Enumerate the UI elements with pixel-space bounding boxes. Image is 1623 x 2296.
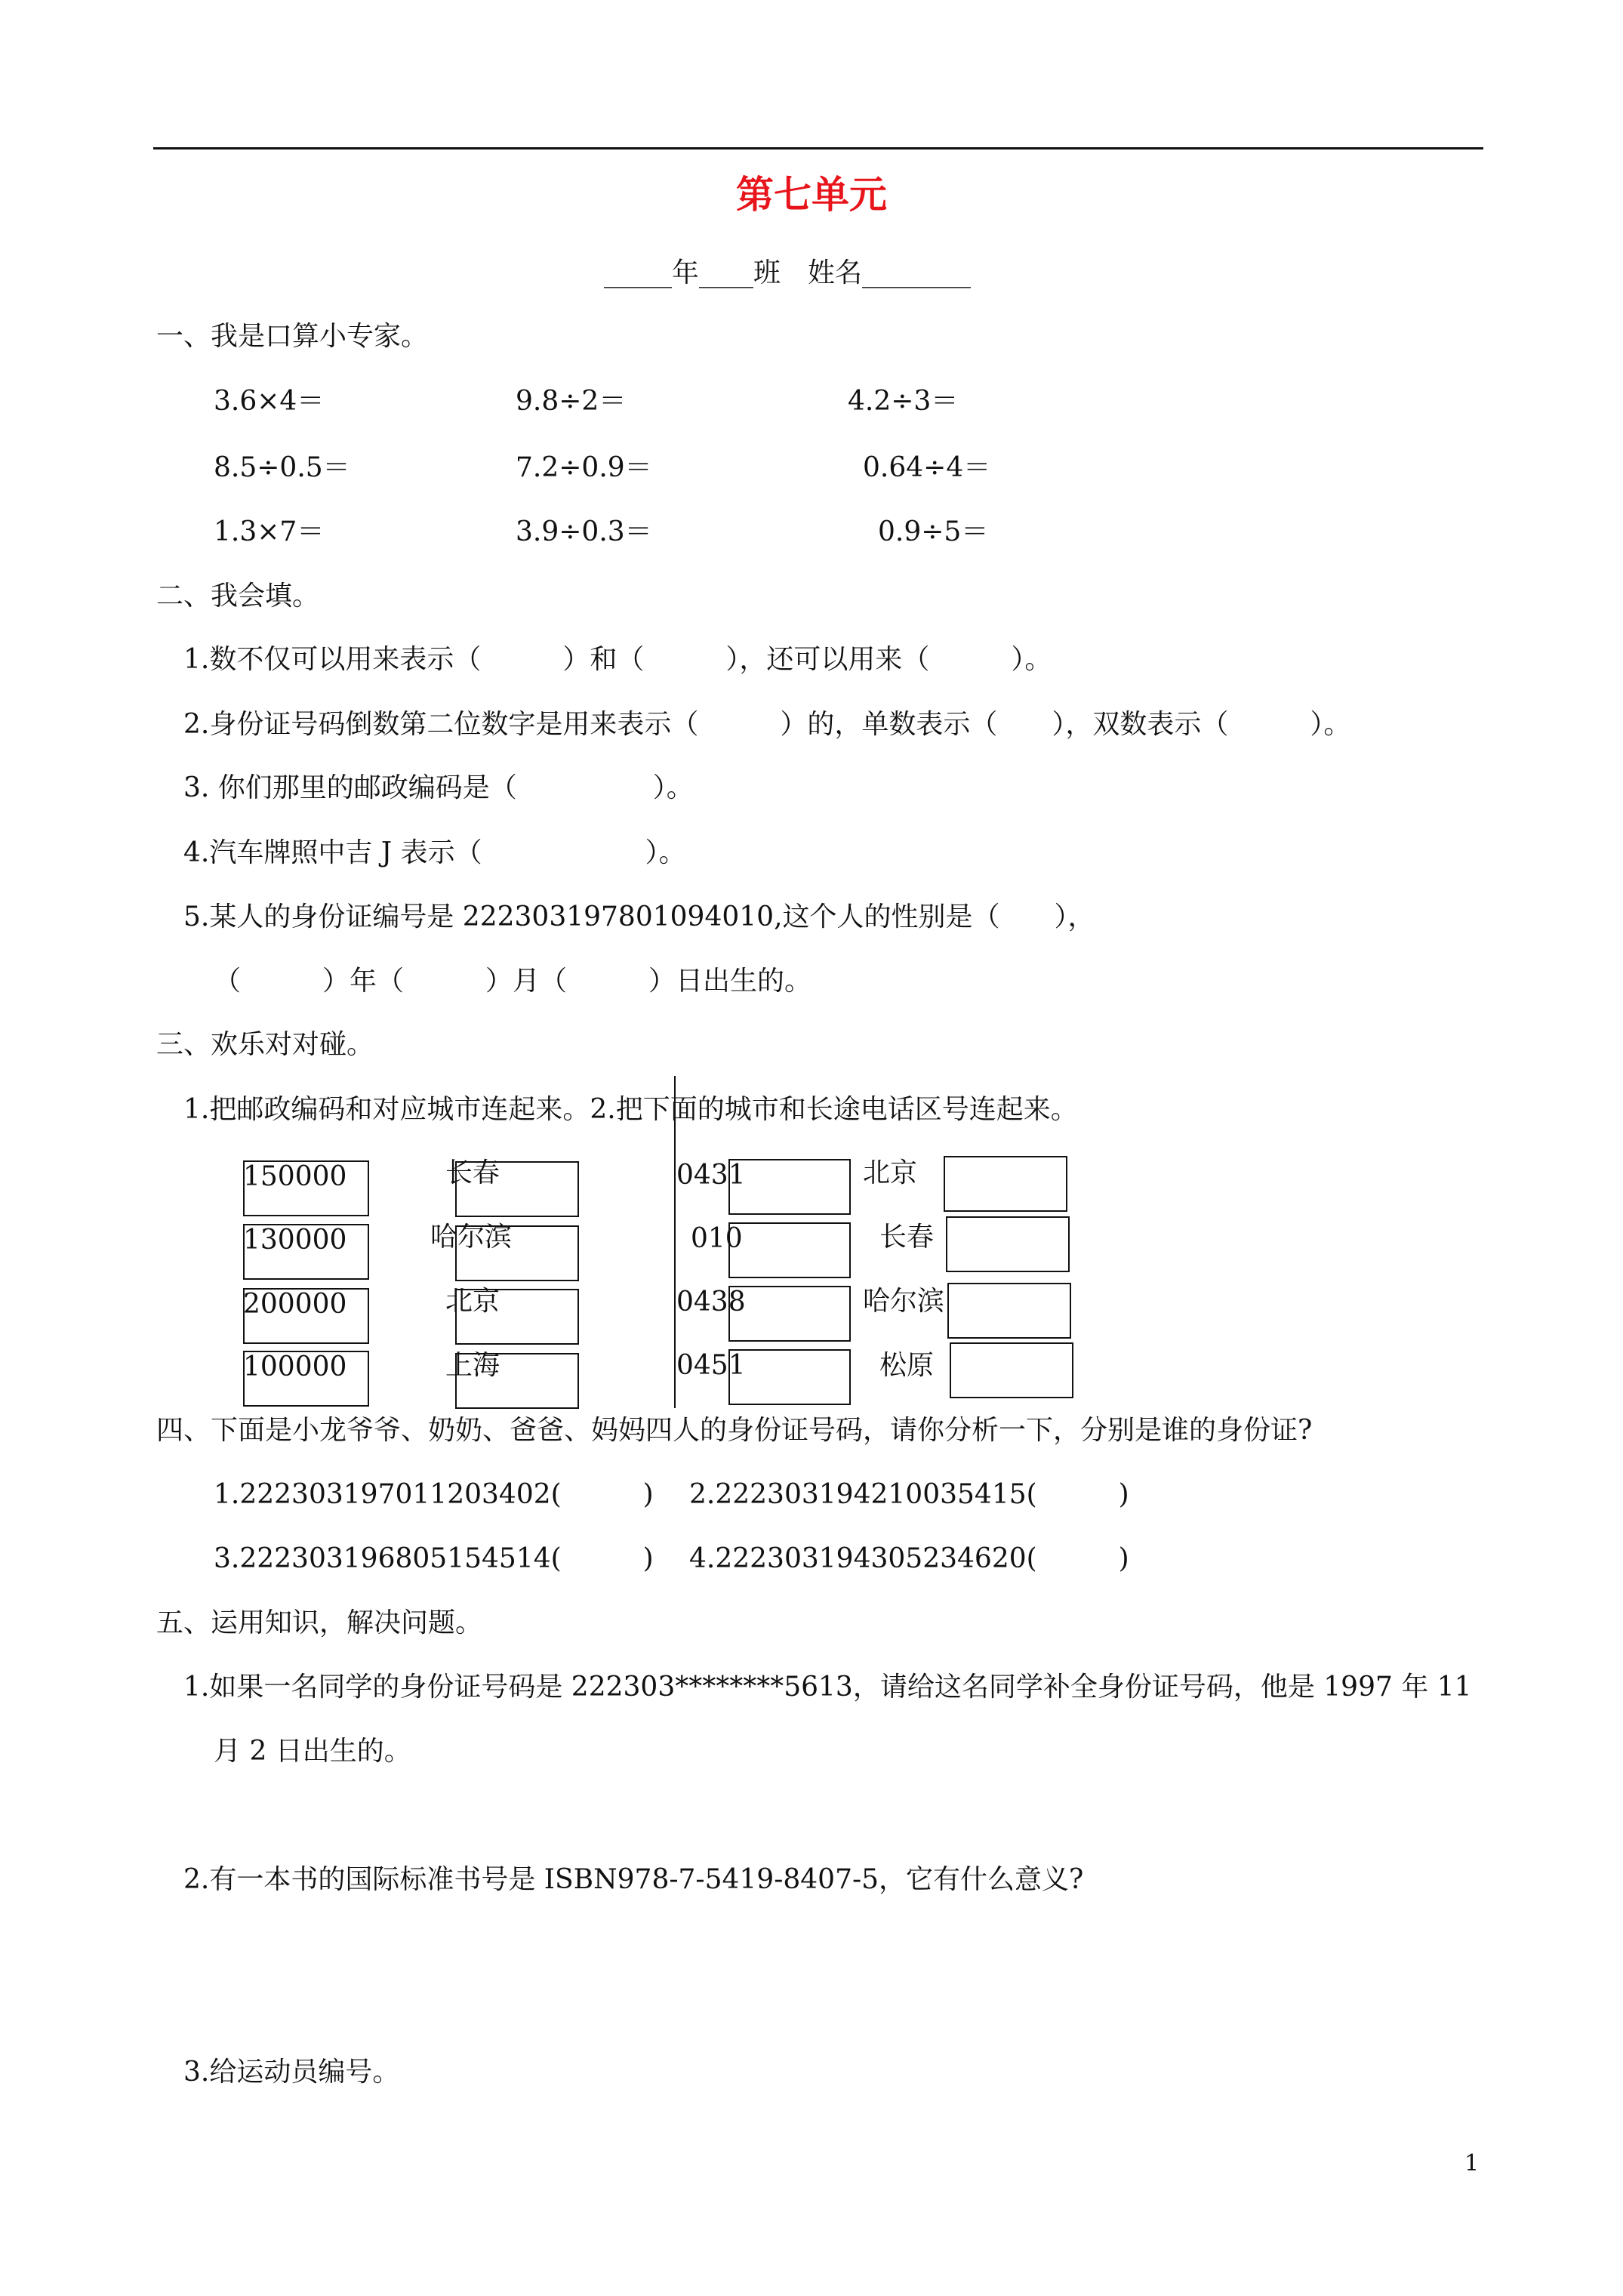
fill-item: （ ）年（ ）月（ ）日出生的。 bbox=[214, 966, 812, 997]
city-label: 哈尔滨 bbox=[430, 1222, 513, 1253]
fill-item: 2.身份证号码倒数第二位数字是用来表示（ ）的，单数表示（ ），双数表示（ ）。 bbox=[183, 709, 1351, 740]
section5-heading: 五、运用知识，解决问题。 bbox=[156, 1607, 483, 1638]
postcode-label: 100000 bbox=[243, 1351, 347, 1382]
city-label: 北京 bbox=[445, 1286, 500, 1317]
postcode-label: 200000 bbox=[243, 1289, 347, 1320]
top-rule bbox=[153, 147, 1483, 149]
class-name-line: _____年____班 姓名________ bbox=[604, 257, 972, 288]
page-number: 1 bbox=[1464, 2150, 1480, 2177]
question-3: 3.给运动员编号。 bbox=[183, 2057, 400, 2088]
calc-item: 3.9÷0.3＝ bbox=[516, 516, 652, 547]
answer-box bbox=[947, 1283, 1071, 1339]
question-1: 1.如果一名同学的身份证号码是 222303********5613，请给这名同学补全身份证号码，他是 1997 年 11 bbox=[183, 1672, 1472, 1703]
area-code-label: 0438 bbox=[676, 1287, 746, 1318]
answer-box bbox=[728, 1222, 851, 1278]
calc-item: 7.2÷0.9＝ bbox=[516, 452, 652, 483]
postcode-label: 150000 bbox=[243, 1161, 347, 1192]
section1-heading: 一、我是口算小专家。 bbox=[156, 321, 429, 352]
city-label: 松原 bbox=[879, 1350, 935, 1381]
area-code-label: 0451 bbox=[676, 1350, 746, 1381]
city-label: 长春 bbox=[879, 1222, 935, 1253]
fill-item: 1.数不仅可以用来表示（ ）和（ ），还可以用来（ ）。 bbox=[183, 644, 1052, 675]
answer-box bbox=[728, 1286, 851, 1342]
calc-item: 1.3×7＝ bbox=[214, 516, 325, 547]
fill-item: 3. 你们那里的邮政编码是（ ）。 bbox=[183, 772, 694, 803]
answer-box bbox=[946, 1216, 1070, 1272]
divider-line bbox=[674, 1076, 676, 1408]
section3-heading: 三、欢乐对对碰。 bbox=[156, 1029, 374, 1060]
question-1-cont: 月 2 日出生的。 bbox=[214, 1736, 411, 1767]
answer-box bbox=[728, 1159, 851, 1215]
calc-item: 3.6×4＝ bbox=[214, 386, 325, 417]
id-number-item: 1.222303197011203402( ) bbox=[214, 1479, 654, 1510]
calc-item: 0.64÷4＝ bbox=[863, 452, 991, 483]
section4-heading: 四、下面是小龙爷爷、奶奶、爸爸、妈妈四人的身份证号码，请你分析一下，分别是谁的身份证? bbox=[156, 1415, 1313, 1446]
calc-item: 4.2÷3＝ bbox=[848, 386, 959, 417]
calc-item: 0.9÷5＝ bbox=[878, 516, 989, 547]
question-2: 2.有一本书的国际标准书号是 ISBN978-7-5419-8407-5，它有什么意义? bbox=[183, 1864, 1084, 1895]
fill-item: 4.汽车牌照中吉 J 表示（ ）。 bbox=[183, 837, 686, 868]
fill-item: 5.某人的身份证编号是 222303197801094010,这个人的性别是（ ）， bbox=[183, 901, 1095, 932]
section2-heading: 二、我会填。 bbox=[156, 581, 320, 612]
city-label: 长春 bbox=[445, 1157, 500, 1188]
calc-item: 9.8÷2＝ bbox=[516, 386, 627, 417]
answer-box bbox=[950, 1342, 1073, 1398]
city-label: 哈尔滨 bbox=[863, 1286, 945, 1317]
city-label: 上海 bbox=[445, 1350, 500, 1381]
area-code-label: 010 bbox=[691, 1223, 743, 1254]
matching-instruction: 1.把邮政编码和对应城市连起来。2.把下面的城市和长途电话区号连起来。 bbox=[183, 1094, 1078, 1125]
id-number-item: 2.222303194210035415( ) bbox=[689, 1479, 1129, 1510]
postcode-label: 130000 bbox=[243, 1225, 347, 1256]
city-label: 北京 bbox=[863, 1157, 918, 1188]
area-code-label: 0431 bbox=[676, 1160, 746, 1191]
id-number-item: 3.222303196805154514( ) bbox=[214, 1543, 654, 1574]
answer-box bbox=[728, 1349, 851, 1405]
answer-box bbox=[944, 1156, 1067, 1212]
calc-item: 8.5÷0.5＝ bbox=[214, 452, 350, 483]
page-title: 第七单元 bbox=[736, 172, 887, 217]
id-number-item: 4.222303194305234620( ) bbox=[689, 1543, 1129, 1574]
